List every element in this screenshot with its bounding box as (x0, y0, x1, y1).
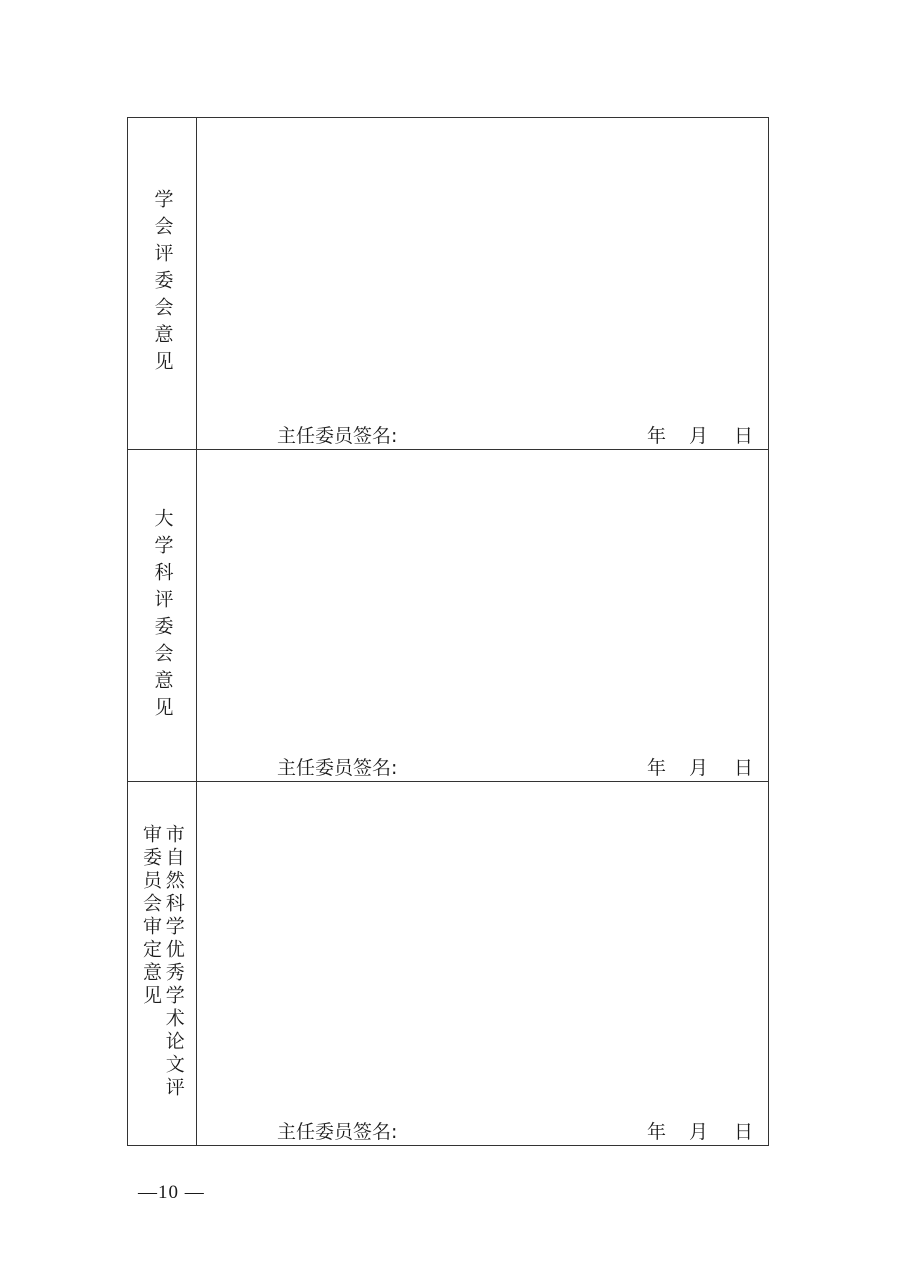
section-row-discipline-committee (128, 450, 768, 782)
opinion-content-area (197, 450, 768, 781)
date-month-label: 月 (689, 1121, 709, 1143)
page-number: —10 — (138, 1182, 205, 1203)
signature-line (277, 1119, 754, 1145)
opinion-content-area (197, 782, 768, 1145)
date-year-label: 年 (647, 1121, 667, 1143)
section-label-cell (128, 450, 197, 781)
section-row-city-review-committee (128, 782, 768, 1145)
date-day-label: 日 (734, 757, 754, 779)
date-day-label: 日 (734, 1121, 754, 1143)
section-label: 学会评委会意见 (151, 189, 174, 378)
date-day-label: 日 (734, 425, 754, 447)
section-label-cell (128, 118, 197, 449)
date-month-label: 月 (689, 757, 709, 779)
signature-label: 主任委员签名: (277, 425, 398, 447)
signature-line (277, 755, 754, 781)
section-row-society-committee (128, 118, 768, 450)
section-label: 大学科评委会意见 (151, 507, 174, 724)
date-month-label: 月 (689, 425, 709, 447)
section-label: 市自然科学优秀学术论文评审委员会审定意见 (140, 823, 185, 1100)
opinion-form-table (127, 117, 769, 1146)
date-year-label: 年 (647, 425, 667, 447)
signature-line (277, 423, 754, 449)
signature-label: 主任委员签名: (277, 757, 398, 779)
section-label-cell (128, 782, 197, 1145)
signature-label: 主任委员签名: (277, 1121, 398, 1143)
opinion-content-area (197, 118, 768, 449)
date-year-label: 年 (647, 757, 667, 779)
